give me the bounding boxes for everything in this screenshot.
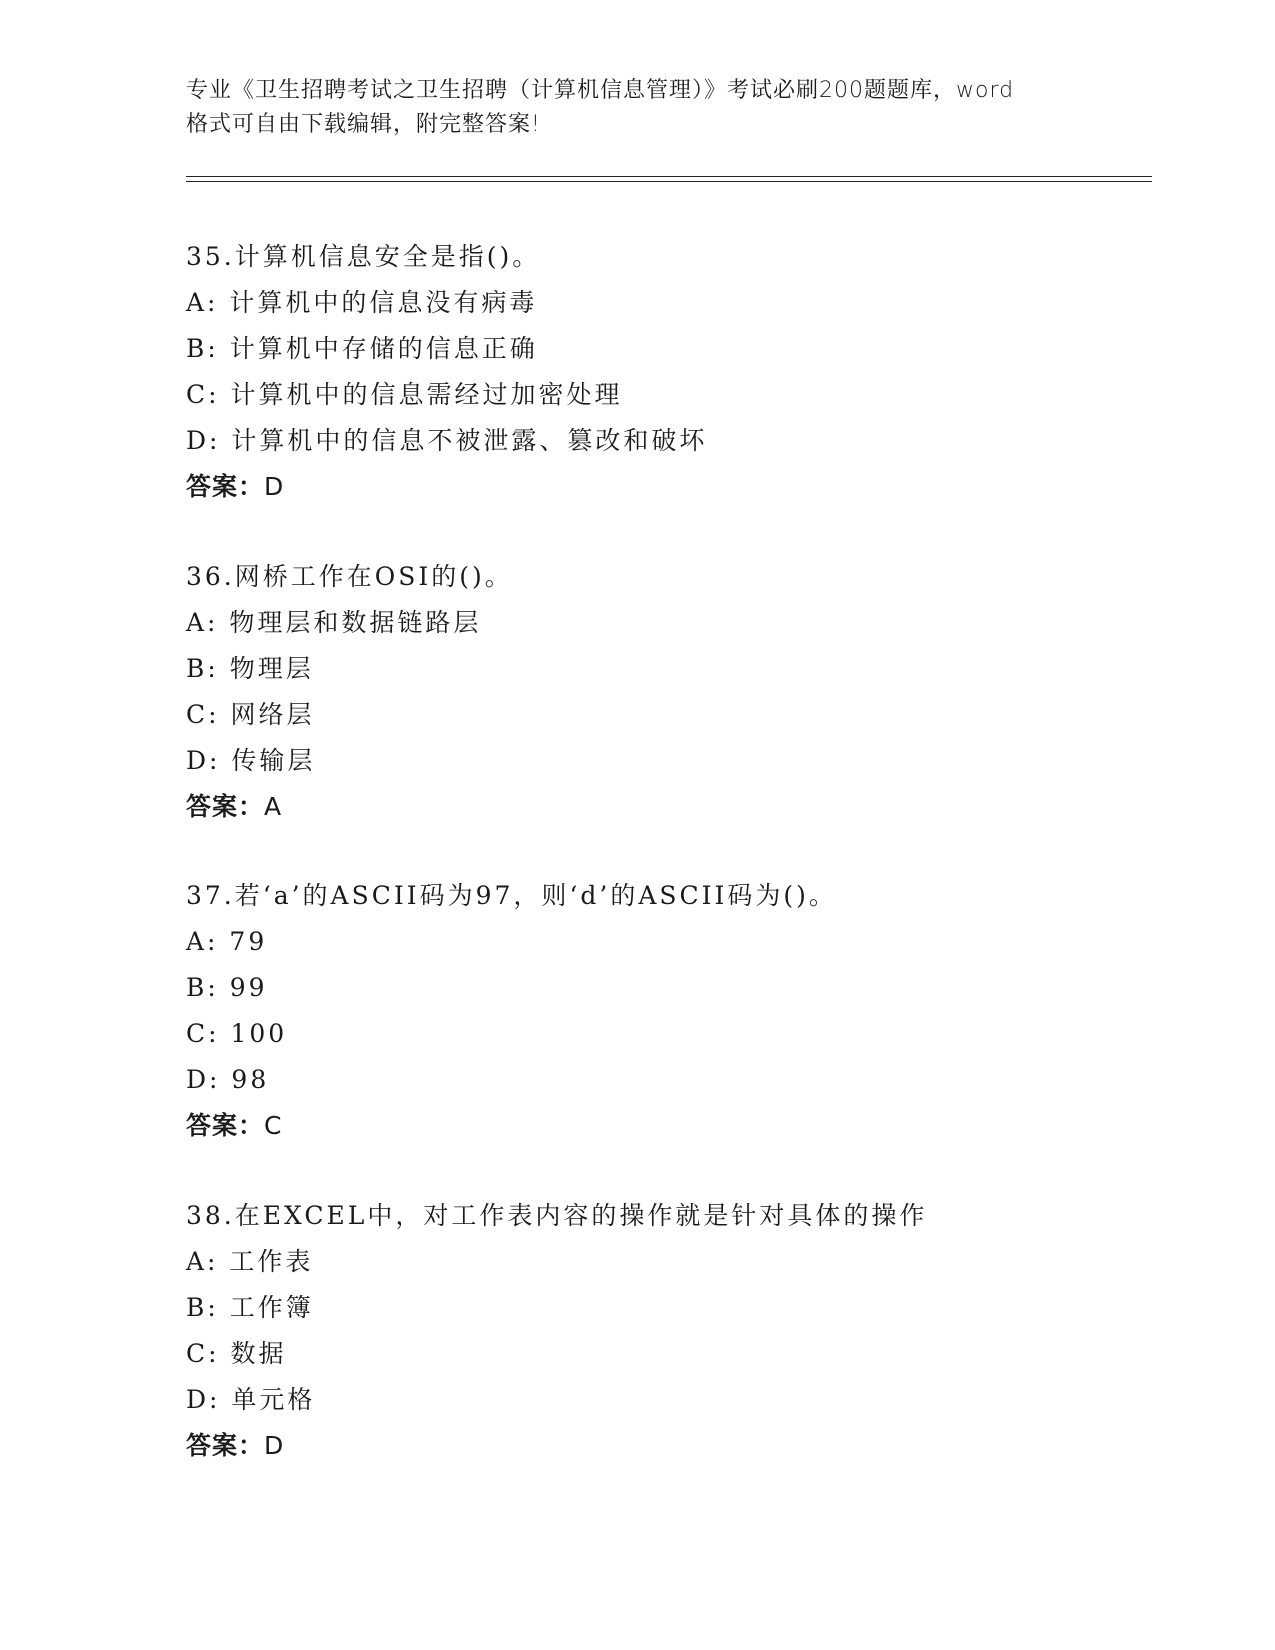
option-c: C: 计算机中的信息需经过加密处理 bbox=[186, 380, 623, 409]
option-b: B: 物理层 bbox=[186, 654, 314, 683]
option-a: A: 工作表 bbox=[186, 1247, 314, 1276]
question-stem: 36.网桥工作在OSI的()。 bbox=[186, 562, 513, 591]
option-d: D: 单元格 bbox=[186, 1385, 316, 1414]
option-a: A: 物理层和数据链路层 bbox=[186, 608, 482, 637]
question-stem: 35.计算机信息安全是指()。 bbox=[186, 242, 541, 271]
header-line-1: 专业《卫生招聘考试之卫生招聘（计算机信息管理）》考试必刷200题题库，word bbox=[186, 78, 1015, 103]
option-d: D: 传输层 bbox=[186, 746, 316, 775]
option-d: D: 98 bbox=[186, 1065, 270, 1094]
option-c: C: 100 bbox=[186, 1019, 288, 1048]
question-block bbox=[186, 234, 1146, 510]
answer-label: 答案： bbox=[186, 472, 265, 501]
option-c: C: 网络层 bbox=[186, 700, 315, 729]
header-line-2: 格式可自由下载编辑，附完整答案! bbox=[186, 112, 541, 137]
question-block bbox=[186, 1193, 1146, 1469]
answer-line bbox=[186, 1423, 1146, 1469]
question-stem: 38.在EXCEL中，对工作表内容的操作就是针对具体的操作 bbox=[186, 1201, 928, 1230]
answer-label: 答案： bbox=[186, 792, 265, 821]
answer-value: C bbox=[264, 1111, 283, 1140]
answer-label: 答案： bbox=[186, 1111, 265, 1140]
option-a: A: 79 bbox=[186, 927, 268, 956]
option-d: D: 计算机中的信息不被泄露、篡改和破坏 bbox=[186, 426, 708, 455]
document-header bbox=[186, 74, 1086, 142]
option-b: B: 99 bbox=[186, 973, 268, 1002]
question-block bbox=[186, 554, 1146, 830]
option-c: C: 数据 bbox=[186, 1339, 287, 1368]
option-b: B: 计算机中存储的信息正确 bbox=[186, 334, 538, 363]
question-block bbox=[186, 873, 1146, 1149]
answer-value: A bbox=[264, 792, 283, 821]
answer-line bbox=[186, 784, 1146, 830]
option-b: B: 工作簿 bbox=[186, 1293, 314, 1322]
option-a: A: 计算机中的信息没有病毒 bbox=[186, 288, 538, 317]
header-divider-top bbox=[186, 176, 1152, 177]
answer-label: 答案： bbox=[186, 1431, 265, 1460]
question-stem: 37.若‘a’的ASCII码为97，则‘d’的ASCII码为()。 bbox=[186, 881, 837, 910]
answer-value: D bbox=[264, 1431, 285, 1460]
answer-line bbox=[186, 464, 1146, 510]
header-divider-bottom bbox=[186, 181, 1152, 182]
answer-line bbox=[186, 1103, 1146, 1149]
answer-value: D bbox=[264, 472, 285, 501]
